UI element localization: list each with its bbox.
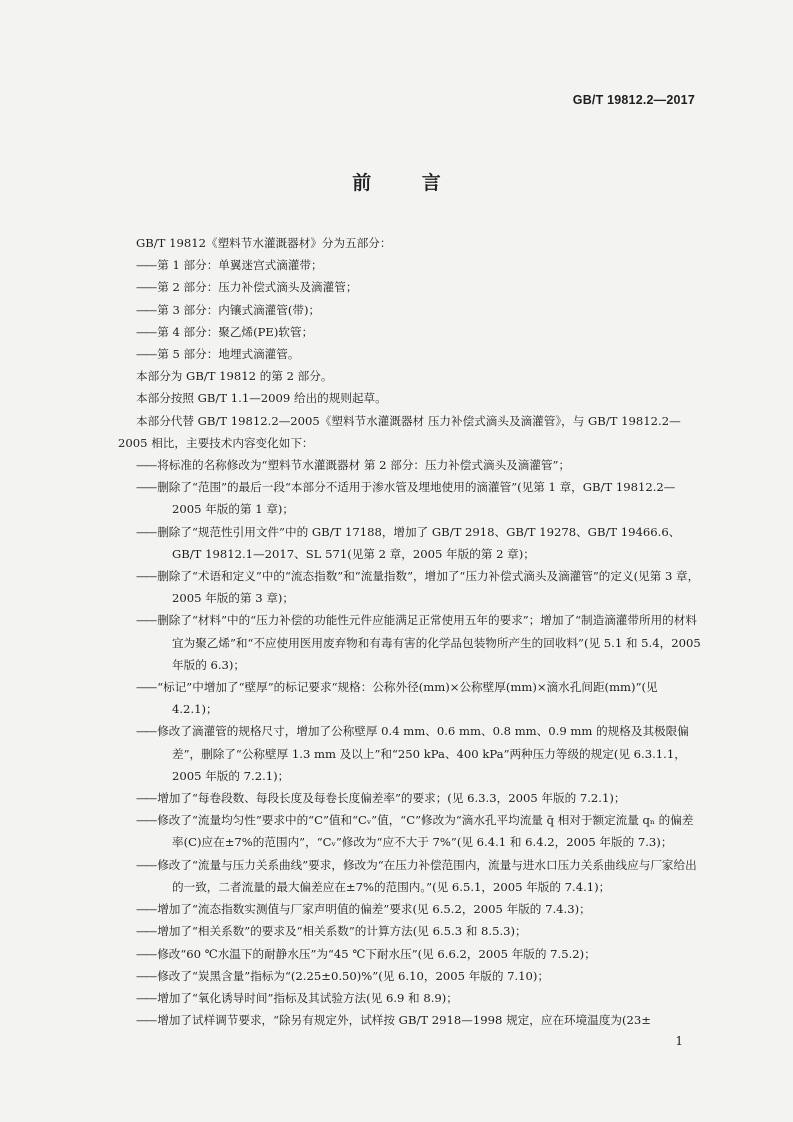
part-item-4: —— 第 4 部分：聚乙烯(PE)软管；	[118, 321, 703, 343]
change-item-10: —— 修改了“流量与压力关系曲线”要求，修改为“在压力补偿范围内，流量与进水口压力关系曲线应与厂家给出的一致，二者流量的最大偏差应在±7%的范围内。”(见 6.5.1，2005 年版的 7.4.1)；	[118, 854, 703, 898]
change-item-13: —— 修改“60 ℃水温下的耐静水压”为“45 ℃下耐水压”(见 6.6.2，2005 年版的 7.5.2)；	[118, 943, 703, 965]
page-title: 前 言	[352, 172, 463, 194]
change-item-2: —— 删除了“范围”的最后一段“本部分不适用于渗水管及埋地使用的滴灌管”(见第 1 章，GB/T 19812.2—2005 年版的第 1 章)；	[118, 476, 703, 520]
part-item-3: —— 第 3 部分：内镶式滴灌管(带)；	[118, 299, 703, 321]
intro-paragraph: GB/T 19812《塑料节水灌溉器材》分为五部分：	[136, 236, 392, 250]
part-item-2: —— 第 2 部分：压力补偿式滴头及滴灌管；	[118, 276, 703, 298]
change-item-9: —— 修改了“流量均匀性”要求中的“C”值和“Cᵥ”值，“C”修改为“滴水孔平均流量 q̄ 相对于额定流量 qₙ 的偏差率(C)应在±7%的范围内”，“Cᵥ”修改为“应不大于 7%”(见 6.4.1 和 6.4.2，2005 年版的 7.3)；	[118, 809, 703, 853]
change-item-8: —— 增加了“每卷段数、每段长度及每卷长度偏差率”的要求；(见 6.3.3，2005 年版的 7.2.1)；	[118, 787, 703, 809]
change-item-4: —— 删除了“术语和定义”中的“流态指数”和“流量指数”，增加了“压力补偿式滴头及滴灌管”的定义(见第 3 章，2005 年版的第 3 章)；	[118, 565, 703, 609]
change-item-6: —— “标记”中增加了“壁厚”的标记要求“规格：公称外径(mm)×公称壁厚(mm)×滴水孔间距(mm)”(见 4.2.1)；	[118, 676, 703, 720]
replacement-paragraph: 本部分代替 GB/T 19812.2—2005《塑料节水灌溉器材 压力补偿式滴头及滴灌管》，与 GB/T 19812.2—2005 相比，主要技术内容变化如下：	[118, 413, 681, 450]
change-item-1: —— 将标准的名称修改为“塑料节水灌溉器材 第 2 部分：压力补偿式滴头及滴灌管”；	[118, 454, 703, 476]
change-item-3: —— 删除了“规范性引用文件”中的 GB/T 17188，增加了 GB/T 2918、GB/T 19278、GB/T 19466.6、GB/T 19812.1—2017、SL 571(见第 2 章，2005 年版的第 2 章)；	[118, 521, 703, 565]
document-number: GB/T 19812.2—2017	[572, 93, 695, 107]
change-item-16: —— 增加了试样调节要求，“除另有规定外，试样按 GB/T 2918—1998 规定，应在环境温度为(23±	[118, 1009, 703, 1031]
part-item-5: —— 第 5 部分：地埋式滴灌管。	[118, 343, 703, 365]
drafting-paragraph: 本部分按照 GB/T 1.1—2009 给出的规则起草。	[136, 391, 387, 406]
change-item-5: —— 删除了“材料”中的“压力补偿的功能性元件应能满足正常使用五年的要求”；增加了“制造滴灌带所用的材料宜为聚乙烯”和“不应使用医用废弃物和有毒有害的化学品包装物所产生的回收料”(见 5.1 和 5.4，2005 年版的 6.3)；	[118, 609, 703, 676]
change-item-14: —— 修改了“炭黑含量”指标为“(2.25±0.50)%”(见 6.10，2005 年版的 7.10)；	[118, 965, 703, 987]
change-item-11: —— 增加了“流态指数实测值与厂家声明值的偏差”要求(见 6.5.2，2005 年版的 7.4.3)；	[118, 898, 703, 920]
change-item-7: —— 修改了滴灌管的规格尺寸，增加了公称壁厚 0.4 mm、0.6 mm、0.8 mm、0.9 mm 的规格及其极限偏差”，删除了“公称壁厚 1.3 mm 及以上”和“250 kPa、400 kPa”两种压力等级的规定(见 6.3.1.1，2005 年版的 7.2.1)；	[118, 720, 703, 787]
part-item-1: —— 第 1 部分：单翼迷宫式滴灌带；	[118, 254, 703, 276]
page-number: 1	[675, 1034, 683, 1048]
change-item-15: —— 增加了“氧化诱导时间”指标及其试验方法(见 6.9 和 8.9)；	[118, 987, 703, 1009]
scope-paragraph: 本部分为 GB/T 19812 的第 2 部分。	[136, 369, 333, 384]
document-body	[118, 232, 703, 1031]
change-item-12: —— 增加了“相关系数”的要求及“相关系数”的计算方法(见 6.5.3 和 8.5.3)；	[118, 920, 703, 942]
